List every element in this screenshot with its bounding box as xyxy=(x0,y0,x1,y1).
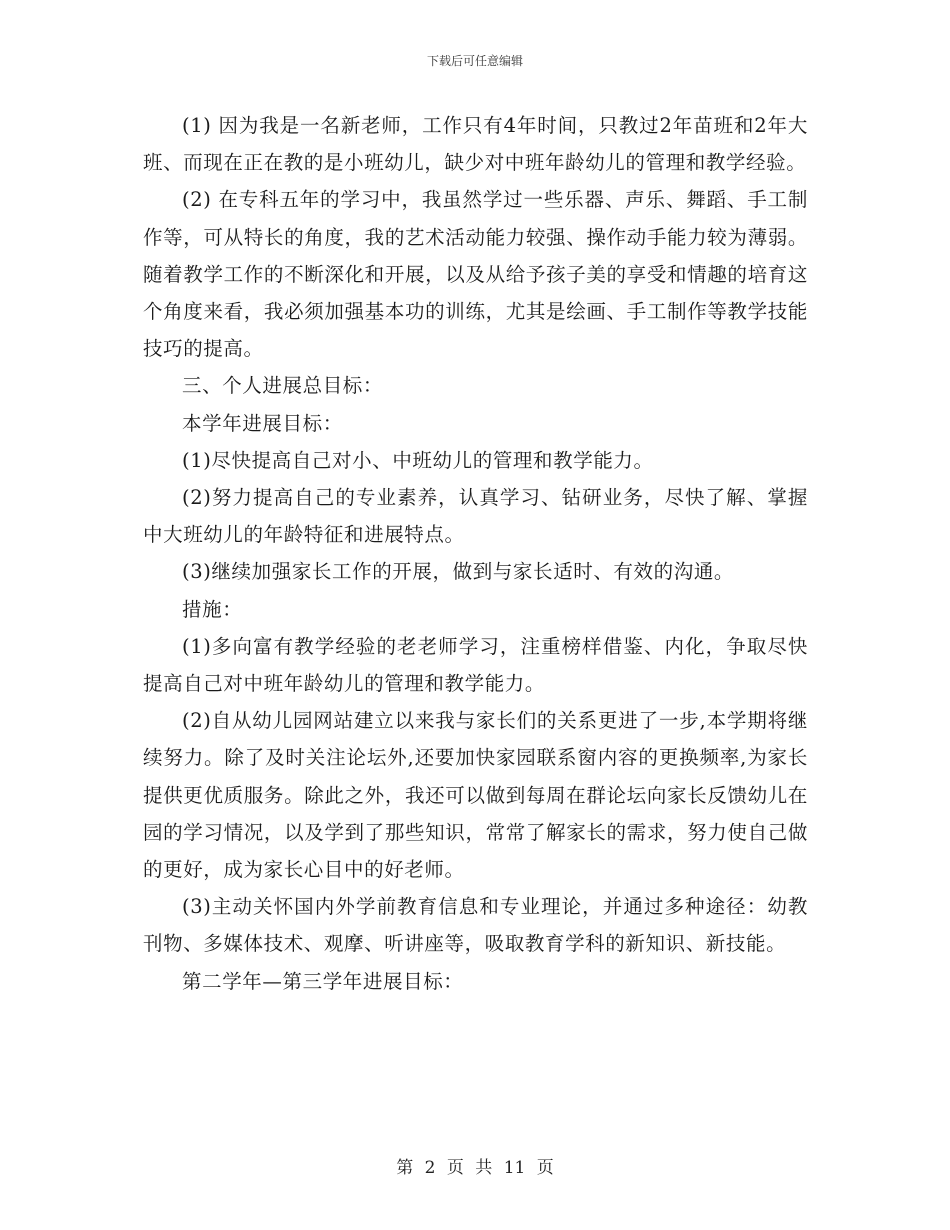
subheading-this-year-goals: 本学年进展目标： xyxy=(182,411,343,435)
document-body xyxy=(143,107,808,1000)
goal-item-1: (1)尽快提高自己对小、中班幼儿的管理和教学能力。 xyxy=(182,448,654,472)
paragraph-2: (2) 在专科五年的学习中，我虽然学过一些乐器、声乐、舞蹈、手工制作等，可从特长的角度，我的艺术活动能力较强、操作动手能力较为薄弱。随着教学工作的不断深化和开展，以及从给予孩子美的享受和情趣的培育这个角度来看，我必须加强基本功的训练，尤其是绘画、手工制作等教学技能技巧的提高。 xyxy=(143,188,808,361)
measure-item-1: (1)多向富有教学经验的老老师学习，注重榜样借鉴、内化，争取尽快提高自己对中班年龄幼儿的管理和教学能力。 xyxy=(143,634,808,696)
measure-item-3: (3)主动关怀国内外学前教育信息和专业理论，并通过多种途径：幼教刊物、多媒体技术、观摩、听讲座等，吸取教育学科的新知识、新技能。 xyxy=(143,895,808,956)
page-header: 下载后可任意编辑 xyxy=(426,54,523,68)
goal-item-3: (3)继续加强家长工作的开展，做到与家长适时、有效的沟通。 xyxy=(182,560,735,584)
measure-item-2: (2)自从幼儿园网站建立以来我与家长们的关系更进了一步,本学期将继续努力。除了及时关注论坛外,还要加快家园联系窗内容的更换频率,为家长提供更优质服务。除此之外，我还可以做到每周在群论坛向家长反馈幼儿在园的学习情况，以及学到了那些知识，常常了解家长的需求，努力使自己做的更好，成为家长心目中的好老师。 xyxy=(143,709,808,882)
paragraph-1: (1) 因为我是一名新老师，工作只有4年时间，只教过2年苗班和2年大班、而现在正在教的是小班幼儿，缺少对中班年龄幼儿的管理和教学经验。 xyxy=(143,114,808,175)
page-footer: 第 2 页 共 11 页 xyxy=(396,1158,554,1178)
subheading-later-years-goals: 第二学年—第三学年进展目标： xyxy=(182,969,464,993)
section-heading-goals: 三、个人进展总目标： xyxy=(182,374,384,398)
goal-item-2: (2)努力提高自己的专业素养，认真学习、钻研业务，尽快了解、掌握中大班幼儿的年龄特征和进展特点。 xyxy=(143,486,808,547)
subheading-measures: 措施： xyxy=(182,597,243,621)
